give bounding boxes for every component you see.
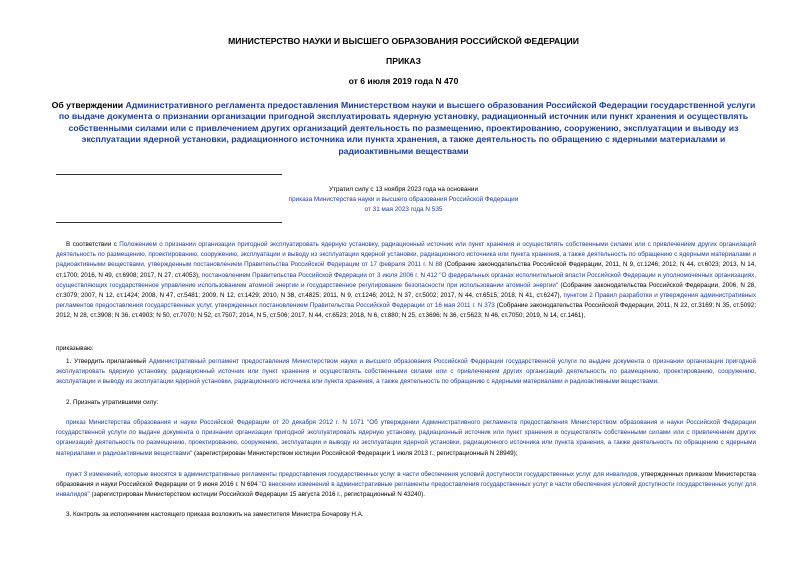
void-order-1071-link[interactable]: приказ Министерства образования и науки Российской Федерации от 20 декабря 2012 г. N 1071 "Об утверждении Административного регламента предоставления Министерством образования и науки Российской Федерации государственной услуги по выдаче документа о признании организации пригодной эксплуатировать ядерную установку, радиационный источник или пункт хранения и осуществлять собственными силами или с привлечением других организаций деятельность по размещению, проектированию, сооружению, эксплуатации и выводу из эксплуатации ядерной установки, радиационного источника или пункта хранения, а также деятельность по обращению с ядерными материалами и радиоактивными веществами" [56,419,756,457]
orders-word: приказываю: [56,345,94,352]
divider-top [56,174,282,175]
preamble-text-2: (Собрание законодательства Российской Федерации, 2011, N 9, ст.1246; 2012, N 44, ст.6023; 2013, N 14, ст.1700; 2016, N 49, ст.6908; 2017, N 27, ст.4053), [56,261,756,279]
title-regulation-link[interactable]: Административного регламента предоставления Министерством науки и высшего образования Российской Федерации государственной услуги по выдаче документа о признании организации пригодной эксплуатировать ядерную установку, радиационный источник или пункт хранения и осуществлять собственными силами или с привлечением других организаций деятельность по размещению, проектированию, сооружению, эксплуатации и выводу из эксплуатации ядерной установки, радиационного источника или пункта хранения, а также деятельность по обращению с ядерными материалами и радиоактивными веществами [58,100,756,156]
item-1-end: . [657,378,659,386]
void-order-2-paragraph [56,470,756,501]
item-2-paragraph: 2. Признать утратившими силу: [66,399,159,406]
status-note [230,185,577,215]
preamble-text-1: В соответствии с [66,241,120,248]
title-prefix: Об утверждении [51,100,126,110]
item-1-paragraph [56,357,756,388]
preamble-resolution-412-link[interactable]: постановлением Правительства Российской Федерации от 3 июля 2006 г. N 412 "О федеральных органах исполнительной власти Российской Федерации и уполномоченных организациях, осуществляющих государственное управление использованием атомной энергии и государственное регулирование безопасности при использовании атомной энергии" [56,271,757,289]
void-order-1-paragraph [56,418,756,459]
document-date-number: от 6 июля 2019 года N 470 [348,76,459,86]
divider-bottom [56,222,282,223]
void-order-2-text: , утвержденных приказом Министерства образования и науки Российской Федерации от 9 июня 2016 г. N 694 [56,471,756,489]
preamble-text-4: (Собрание законодательства Российской Федерации, 2011, N 22, ст.3169; N 35, ст.5092; 2012, N 28, ст.3908; N 36, ст.4903; N 50, ст.7070; N 52, ст.7507; 2014, N 5, ст.506; 2017, N 44, ст.6523; 2018, N 6, ст.880; N 25, ст.3696; N 36, ст.5623; N 46, ст.7050; 2019, N 14, ст.1461), [56,302,756,320]
item-1-text: 1. Утвердить прилагаемый [66,358,149,365]
preamble-text-3: (Собрание законодательства Российской Федерации, 2006, N 28, ст.3079; 2007, N 12, ст.1424; 2008, N 47, ст.5481; 2009, N 12, ст.1429; 2010, N 38, ст.4825; 2011, N 9, ст.1246; 2012, N 37, ст.5002; 2017, N 44, ст.6515; 2018, N 41, ст.6247), [56,281,757,300]
preamble-rules-link[interactable]: пунктом 2 Правил разработки и утверждения административных регламентов предоставления государственных услуг, утвержденных постановлением Правительства Российской Федерации от 16 мая 2011 г. N 373 [56,292,756,310]
status-order-link[interactable]: приказа Министерства науки и высшего образования Российской Федерации [288,196,519,203]
document-title [50,100,757,157]
status-order-date-link[interactable]: от 31 мая 2023 года N 535 [364,206,443,213]
void-order-2-registration: (зарегистрирован Министерством юстиции Российской Федерации 15 августа 2016 г., регистрационный N 43240). [89,491,425,499]
preamble-paragraph [56,240,756,322]
status-lost-force: Утратил силу с 13 ноября 2023 года на основании [328,186,479,193]
item-3-paragraph: 3. Контроль за исполнением настоящего приказа возложить на заместителя Министра Бочарову Н.А. [66,511,364,518]
document-type: ПРИКАЗ [386,56,421,66]
preamble-regulation-link[interactable]: Положением о признании организации пригодной эксплуатировать ядерную установку, радиационный источник или пункт хранения и осуществлять собственными силами или с привлечением других организаций деятельность по размещению, проектированию, сооружению, эксплуатации и выводу из эксплуатации ядерной установки, радиационного источника или пункта хранения, а также деятельность по обращению с ядерными материалами и радиоактивными веществами, утвержденным постановлением Правительства Российской Федерации от 17 февраля 2011 г. N 88 [56,241,756,269]
void-order-1-registration: (зарегистрирован Министерством юстиции Российской Федерации 1 июля 2013 г., регистрационный N 28949); [192,449,518,457]
void-item-3-link[interactable]: пункт 3 изменений, которые вносятся в административные регламенты предоставления государственных услуг в части обеспечения условий доступности государственных услуг для инвалидов [66,471,638,478]
ministry-name: МИНИСТЕРСТВО НАУКИ И ВЫСШЕГО ОБРАЗОВАНИЯ РОССИЙСКОЙ ФЕДЕРАЦИИ [228,36,579,46]
item-1-regulation-link[interactable]: Административный регламент предоставления Министерством науки и высшего образования Российской Федерации государственной услуги по выдаче документа о признании организации пригодной эксплуатировать ядерную установку, радиационный источник или пункт хранения и осуществлять собственными силами или с привлечением других организаций деятельность по размещению, проектированию, сооружению, эксплуатации и выводу из эксплуатации ядерной установки, радиационного источника или пункта хранения, а также деятельность по обращению с ядерными материалами и радиоактивными веществами [56,358,756,386]
void-order-694-link[interactable]: "О внесении изменений в административные регламенты предоставления государственных услуг в части обеспечения условий доступности государственных услуг для инвалидов" [56,481,756,499]
